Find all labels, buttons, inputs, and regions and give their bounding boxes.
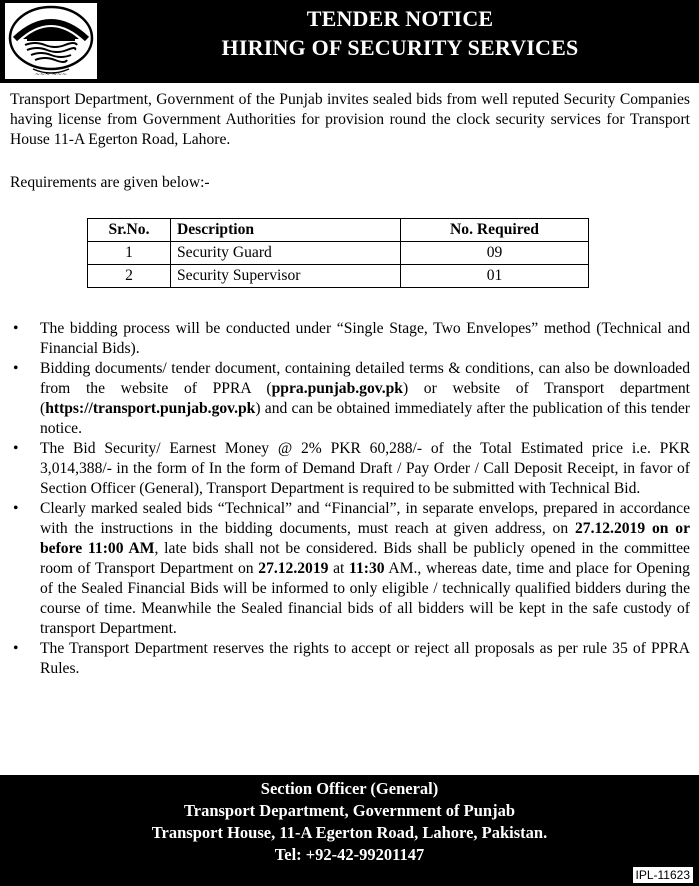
bullet-icon: • [13, 320, 19, 337]
bullet-text: The Transport Department reserves the rights to accept or reject all proposals as per rule 35 of PPRA Rules. [40, 640, 690, 677]
list-item [10, 359, 690, 439]
list-item [10, 439, 690, 499]
transport-website-link[interactable]: https://transport.punjab.gov.pk [45, 400, 256, 417]
bullet-icon: • [13, 640, 19, 657]
column-header-description: Description [171, 219, 401, 242]
bullet-text: ) and can be obtained immediately after the publication of this tender notice. [40, 400, 690, 437]
cell-sr-no: 2 [88, 265, 171, 288]
list-item [10, 639, 690, 679]
cell-sr-no: 1 [88, 242, 171, 265]
department-name: Transport Department, Government of Punjab [183, 801, 516, 820]
table-row [88, 242, 589, 265]
cell-no-required: 01 [401, 265, 589, 288]
list-item [10, 319, 690, 359]
officer-title: Section Officer (General) [260, 779, 439, 798]
list-item [10, 499, 690, 639]
cell-no-required: 09 [401, 242, 589, 265]
column-header-sr-no: Sr.No. [88, 219, 171, 242]
bullet-text: Clearly marked sealed bids “Technical” and “Financial”, in separate envelops, prepared in accordance with the instructions in the bidding documents, must reach at given address, on [40, 500, 690, 537]
opening-time: 11:30 [349, 560, 385, 577]
bullet-text: AM., whereas date, time and place for Opening of the Sealed Financial Bids will be informed to only eligible / technically qualified bidders during the course of time. Meanwhile the Sealed financial bids of all bidders will be kept in the safe custody of transport Department. [40, 560, 690, 637]
intro-paragraph: Transport Department, Government of the Punjab invites sealed bids from well reputed Security Companies having license from Government Authorities for provision round the clock security services for Transport House 11-A Egerton Road, Lahore. [10, 91, 690, 148]
ipl-reference-number: IPL-11623 [633, 867, 694, 883]
table-row [88, 265, 589, 288]
bullet-icon: • [13, 440, 19, 457]
ppra-website-link[interactable]: ppra.punjab.gov.pk [271, 380, 403, 397]
bullet-text: Bidding documents/ tender document, containing detailed terms & conditions, can also be downloaded from the website of PPRA ( [40, 360, 690, 397]
department-address: Transport House, 11-A Egerton Road, Lahore, Pakistan. [151, 823, 548, 842]
conditions-list [10, 319, 690, 679]
footer-banner [0, 775, 699, 886]
opening-date: 27.12.2019 [258, 560, 329, 577]
requirements-label: Requirements are given below:- [10, 174, 210, 191]
bullet-text: The bidding process will be conducted under “Single Stage, Two Envelopes” method (Technical and Financial Bids). [40, 320, 690, 357]
notice-title: TENDER NOTICE [306, 6, 494, 31]
bullet-text: at [328, 560, 350, 577]
telephone-number: Tel: +92-42-99201147 [274, 845, 425, 864]
table-header-row [88, 219, 589, 242]
bullet-text: ) or website of Transport department ( [40, 380, 690, 417]
svg-text:~~~ ~~~: ~~~ ~~~ [34, 71, 68, 78]
cell-description: Security Guard [171, 242, 401, 265]
submission-deadline: 27.12.2019 on or before 11:00 AM [40, 520, 691, 557]
notice-subtitle: HIRING OF SECURITY SERVICES [221, 35, 579, 60]
cell-description: Security Supervisor [171, 265, 401, 288]
bullet-text: The Bid Security/ Earnest Money @ 2% PKR 60,288/- of the Total Estimated price i.e. PKR 3,014,388/- in the form of In the form of Demand Draft / Pay Order / Call Deposit Receipt, in favor of Section Officer (General), Transport Department is required to be submitted with Technical Bid. [40, 440, 690, 497]
bullet-icon: • [13, 500, 19, 517]
bullet-text: , late bids shall not be considered. Bids shall be publicly opened in the committee room of Transport Department on [40, 540, 690, 577]
requirements-table [87, 218, 589, 288]
header-banner [0, 0, 699, 83]
punjab-government-emblem-icon [5, 3, 97, 79]
bullet-icon: • [13, 360, 19, 377]
column-header-no-required: No. Required [401, 219, 589, 242]
